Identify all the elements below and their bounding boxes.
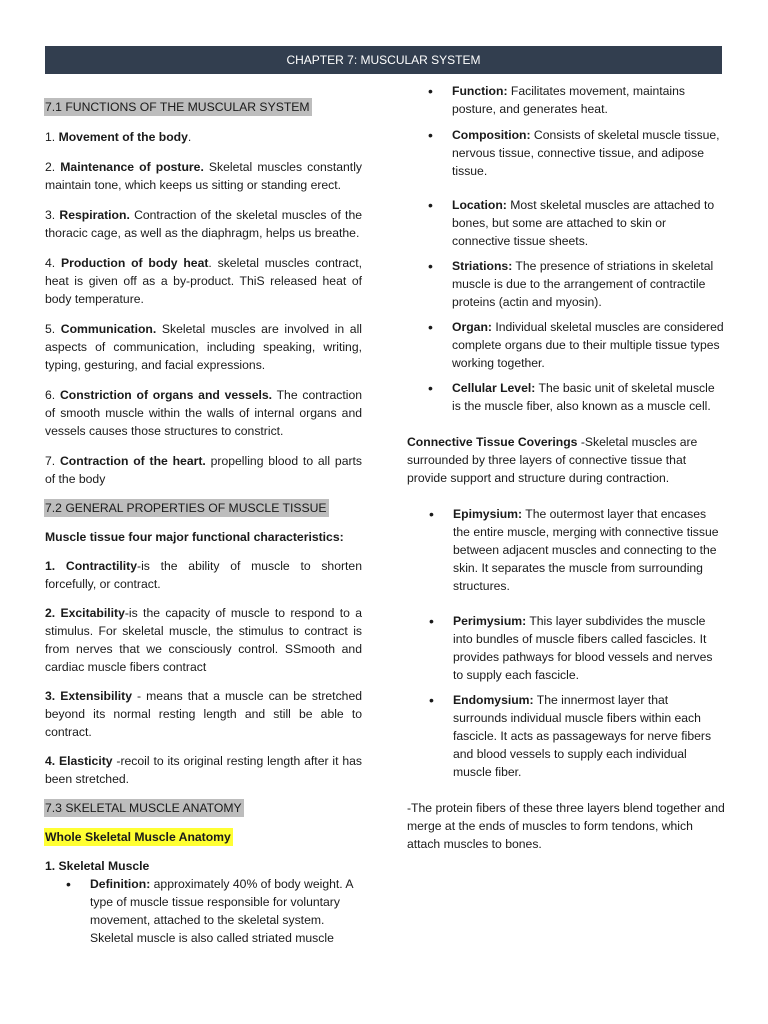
layer-perimysium: • Perimysium: This layer subdivides the muscle into bundles of muscle fibers called fascicles. It provides pathways for blood vessels and nerves to supply each fascicle. <box>407 612 725 684</box>
property-elasticity: 4. Elasticity -recoil to its original resting length after it has been stretched. <box>45 754 362 786</box>
bullet-function: • Function: Facilitates movement, maintains posture, and generates heat. <box>407 82 725 118</box>
bullet-cellular-level: • Cellular Level: The basic unit of skeletal muscle is the muscle fiber, also known as a muscle cell. <box>407 379 725 415</box>
connective-tissue-intro: Connective Tissue Coverings -Skeletal muscles are surrounded by three layers of connective tissue that provide support and structure during contraction. <box>407 435 698 485</box>
property-extensibility: 3. Extensibility - means that a muscle can be stretched beyond its normal resting length and still be able to contract. <box>45 689 362 739</box>
function-item-4: 4. Production of body heat. skeletal muscles contract, heat is given off as a by-product. ThiS released heat of body temperature. <box>45 256 362 306</box>
skeletal-muscle-heading: 1. Skeletal Muscle <box>45 859 150 873</box>
bullet-location: • Location: Most skeletal muscles are attached to bones, but some are attached to skin or connective tissue sheets. <box>407 196 725 250</box>
bullet-organ: • Organ: Individual skeletal muscles are considered complete organs due to their multiple tissue types working together. <box>407 318 725 372</box>
section-7-1-heading: 7.1 FUNCTIONS OF THE MUSCULAR SYSTEM <box>45 100 310 114</box>
bullet-composition: • Composition: Consists of skeletal muscle tissue, nervous tissue, connective tissue, and adipose tissue. <box>407 126 725 180</box>
function-item-3: 3. Respiration. Contraction of the skeletal muscles of the thoracic cage, as well as the diaphragm, helps us breathe. <box>45 208 362 240</box>
definition-item: • Definition: approximately 40% of body weight. A type of muscle tissue responsible for voluntary movement, attached to the skeletal system. Skeletal muscle is also called striated muscle <box>45 875 362 947</box>
whole-anatomy-heading: Whole Skeletal Muscle Anatomy <box>45 830 231 844</box>
bullet-striations: • Striations: The presence of striations in skeletal muscle is due to the arrangement of contractile proteins (actin and myosin). <box>407 257 725 311</box>
function-item-1: 1. Movement of the body. <box>45 130 192 144</box>
definition-list <box>45 875 362 947</box>
property-contractility: 1. Contractility-is the ability of muscle to shorten forcefully, or contract. <box>45 559 362 591</box>
layer-epimysium: • Epimysium: The outermost layer that encases the entire muscle, merging with connective tissue between adjacent muscles and connecting to the skin. It separates the muscle from surrounding structures. <box>407 505 725 595</box>
function-item-6: 6. Constriction of organs and vessels. The contraction of smooth muscle within the walls of internal organs and vessels causes those structures to constrict. <box>45 388 363 438</box>
section-7-3-heading: 7.3 SKELETAL MUSCLE ANATOMY <box>45 801 242 815</box>
property-excitability: 2. Excitability-is the capacity of muscle to respond to a stimulus. For skeletal muscle, the stimulus to contract is from nerves that we consciously control. SSmooth and cardiac muscle fibers contract <box>45 606 362 674</box>
function-item-5: 5. Communication. Skeletal muscles are involved in all aspects of communication, including speaking, writing, typing, gesturing, and facial expressions. <box>45 322 362 372</box>
right-column <box>407 82 725 853</box>
chapter-title: CHAPTER 7: MUSCULAR SYSTEM <box>286 53 481 67</box>
layer-endomysium: • Endomysium: The innermost layer that surrounds individual muscle fibers within each fascicle. It acts as passageways for nerve fibers and blood vessels to supply each individual muscle fiber. <box>407 691 725 781</box>
section-7-2-heading: 7.2 GENERAL PROPERTIES OF MUSCLE TISSUE <box>45 501 327 515</box>
chapter-header <box>45 46 722 74</box>
connective-layers-list <box>407 505 725 781</box>
closing-paragraph: -The protein fibers of these three layers blend together and merge at the ends of muscles to form tendons, which attach muscles to bones. <box>407 801 725 851</box>
left-column <box>45 98 362 947</box>
function-item-7: 7. Contraction of the heart. propelling blood to all parts of the body <box>45 454 363 486</box>
muscle-facts-list <box>407 82 725 415</box>
function-item-2: 2. Maintenance of posture. Skeletal muscles constantly maintain tone, which keeps us sitting or standing erect. <box>45 160 362 192</box>
properties-intro: Muscle tissue four major functional characteristics: <box>45 530 344 544</box>
